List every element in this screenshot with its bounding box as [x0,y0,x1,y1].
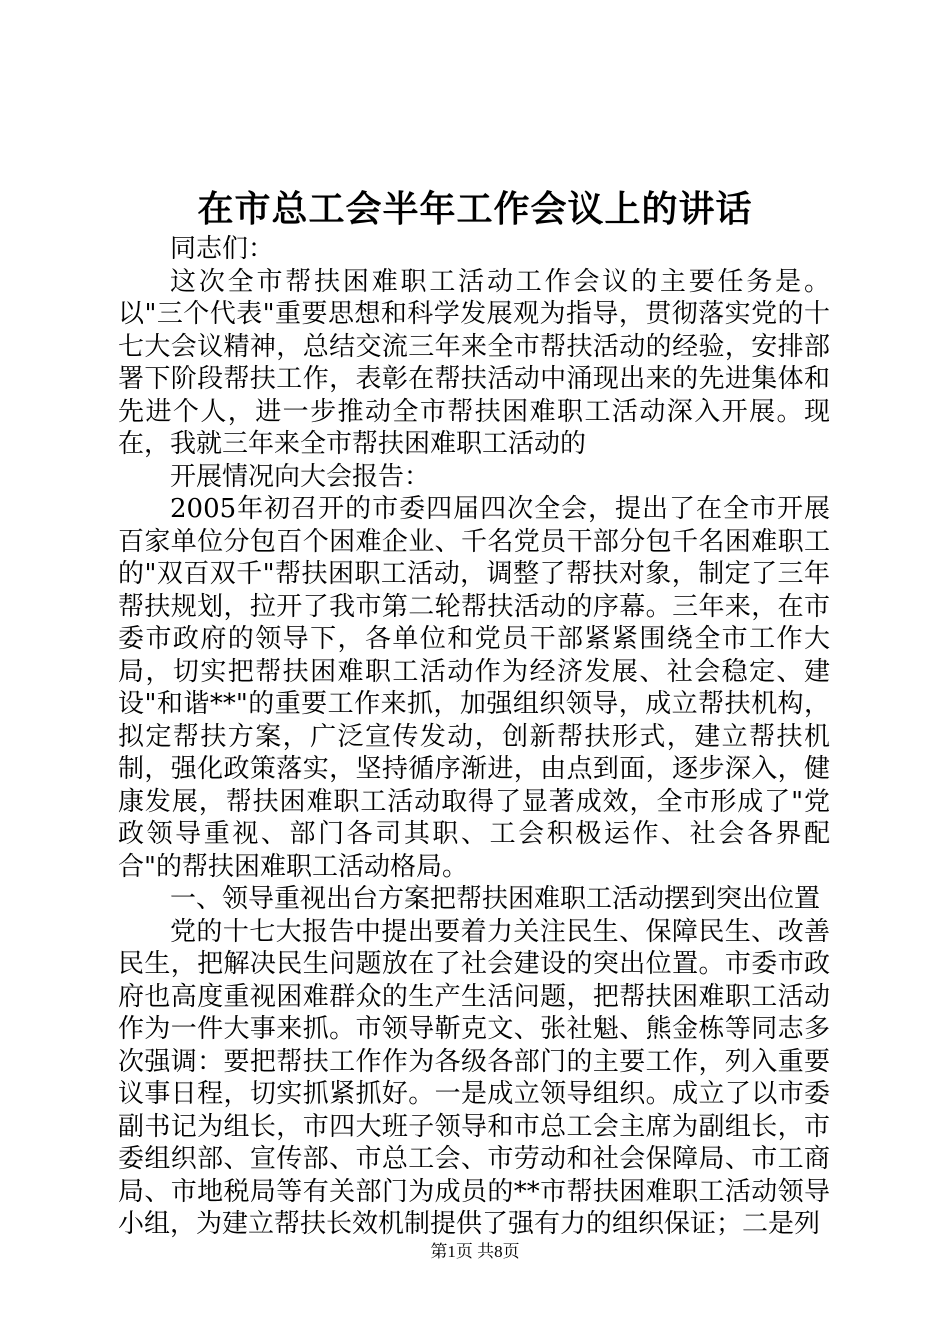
paragraph-intro: 这次全市帮扶困难职工活动工作会议的主要任务是。以"三个代表"重要思想和科学发展观为指导，贯彻落实党的十七大会议精神，总结交流三年来全市帮扶活动的经验，安排部署下阶段帮扶工作，表彰在帮扶活动中涌现出来的先进集体和先进个人，进一步推动全市帮扶困难职工活动深入开展。现在，我就三年来全市帮扶困难职工活动的 [118,266,830,459]
section-heading-1: 一、领导重视出台方案把帮扶困难职工活动摆到突出位置 [170,884,821,914]
paragraph-report-lead: 开展情况向大会报告： [170,461,431,492]
document-title: 在市总工会半年工作会议上的讲话 [197,188,753,230]
paragraph-section-1: 党的十七大报告中提出要着力关注民生、保障民生、改善民生，把解决民生问题放在了社会建设的突出位置。市委市政府也高度重视困难群众的生产生活问题，把帮扶困难职工活动作为一件大事来抓。市领导靳克文、张社魁、熊金栋等同志多次强调：要把帮扶工作作为各级各部门的主要工作，列入重要议事日程，切实抓紧抓好。一是成立领导组织。成立了以市委副书记为组长，市四大班子领导和市总工会主席为副组长，市委组织部、宣传部、市总工会、市劳动和社会保障局、市工商局、市地税局等有关部门为成员的**市帮扶困难职工活动领导小组，为建立帮扶长效机制提供了强有力的组织保证；二是列 [118,916,830,1239]
paragraph-salutation: 同志们： [170,234,275,264]
document-body [118,233,830,1241]
page-number-footer: 第1页 共8页 [430,1242,520,1261]
paragraph-overview: 2005年初召开的市委四届四次全会，提出了在全市开展百家单位分包百个困难企业、千名党员干部分包千名困难职工的"双百双千"帮扶困职工活动，调整了帮扶对象，制定了三年帮扶规划，拉开了我市第二轮帮扶活动的序幕。三年来，在市委市政府的领导下，各单位和党员干部紧紧围绕全市工作大局，切实把帮扶困难职工活动作为经济发展、社会稳定、建设"和谐**"的重要工作来抓，加强组织领导，成立帮扶机构，拟定帮扶方案，广泛宣传发动，创新帮扶形式，建立帮扶机制，强化政策落实，坚持循序渐进，由点到面，逐步深入，健康发展，帮扶困难职工活动取得了显著成效，全市形成了"党政领导重视、部门各司其职、工会积极运作、社会各界配合"的帮扶困难职工活动格局。 [118,494,830,882]
